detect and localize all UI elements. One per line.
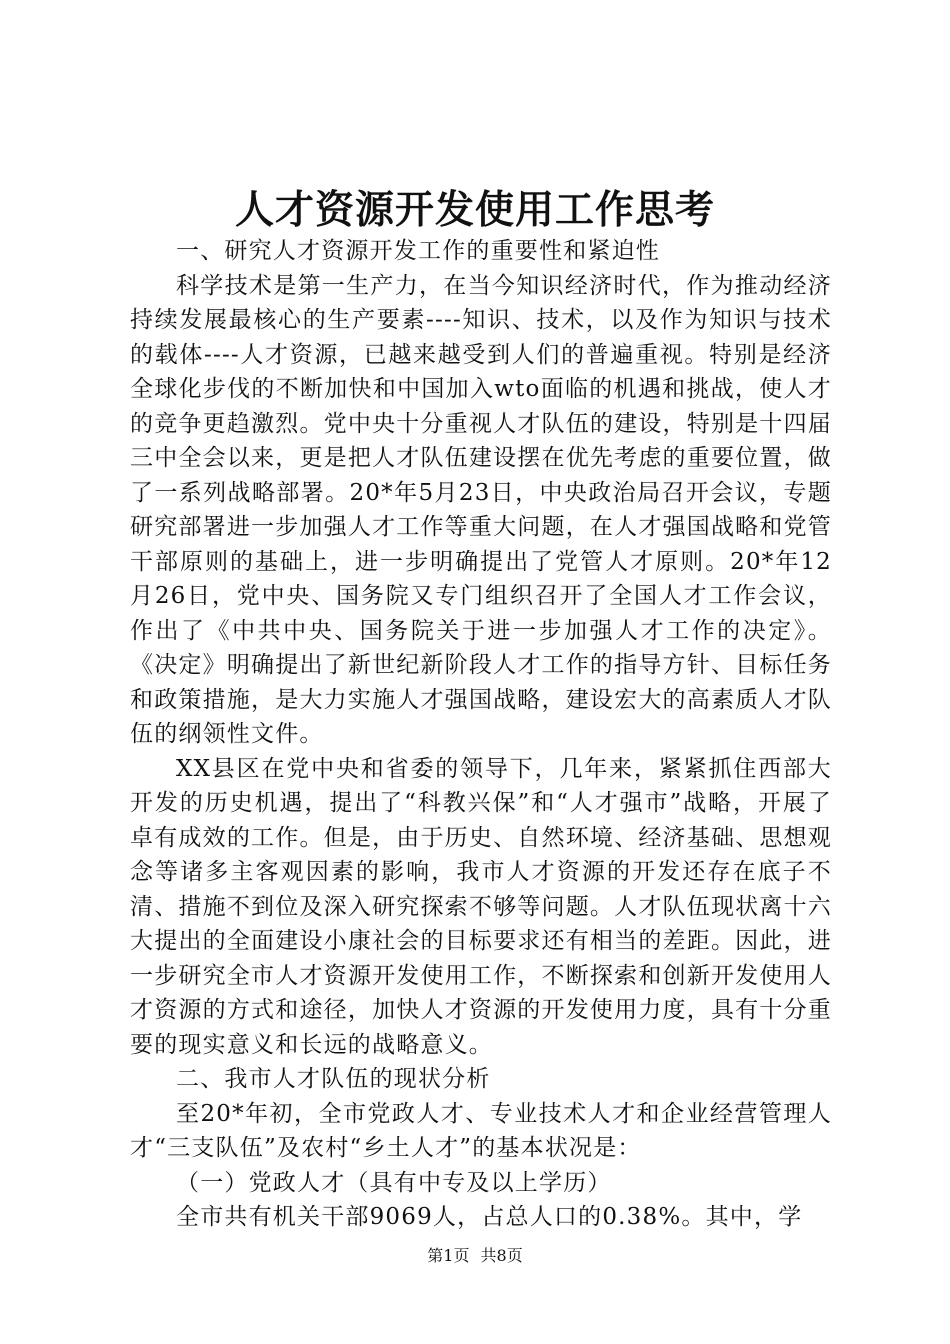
paragraph: 至20*年初，全市党政人才、专业技术人才和企业经营管理人才“三支队伍”及农村“乡土人才”的基本状况是：	[130, 1100, 832, 1161]
section-heading-2: 二、我市人才队伍的现状分析	[176, 1066, 491, 1092]
paragraph: 科学技术是第一生产力，在当今知识经济时代，作为推动经济持续发展最核心的生产要素----知识、技术，以及作为知识与技术的载体----人才资源，已越来越受到人们的普遍重视。特别是经济全球化步伐的不断加快和中国加入wto面临的机遇和挑战，使人才的竞争更趋激烈。党中央十分重视人才队伍的建设，特别是十四届三中全会以来，更是把人才队伍建设摆在优先考虑的重要位置，做了一系列战略部署。20*年5月23日，中央政治局召开会议，专题研究部署进一步加强人才工作等重大问题，在人才强国战略和党管干部原则的基础上，进一步明确提出了党管人才原则。20*年12月26日，党中央、国务院又专门组织召开了全国人才工作会议，作出了《中共中央、国务院关于进一步加强人才工作的决定》。《决定》明确提出了新世纪新阶段人才工作的指导方针、目标任务和政策措施，是大力实施人才强国战略，建设宏大的高素质人才队伍的纲领性文件。	[130, 272, 832, 747]
page-number: 第1页	[427, 1246, 470, 1265]
paragraph: 全市共有机关干部9069人，占总人口的0.38%。其中，学	[176, 1204, 803, 1230]
subsection-heading: （一）党政人才（具有中专及以上学历）	[176, 1169, 612, 1196]
document-title: 人才资源开发使用工作思考	[234, 187, 715, 233]
paragraph: XX县区在党中央和省委的领导下，几年来，紧紧抓住西部大开发的历史机遇，提出了“科教兴保”和“人才强市”战略，开展了卓有成效的工作。但是，由于历史、自然环境、经济基础、思想观念等诸多主客观因素的影响，我市人才资源的开发还存在底子不清、措施不到位及深入研究探索不够等问题。人才队伍现状离十六大提出的全面建设小康社会的目标要求还有相当的差距。因此，进一步研究全市人才资源开发使用工作，不断探索和创新开发使用人才资源的方式和途径，加快人才资源的开发使用力度，具有十分重要的现实意义和长远的战略意义。	[130, 755, 832, 1058]
document-body	[130, 234, 832, 1235]
page-total: 共8页	[480, 1246, 523, 1265]
section-heading-1: 一、研究人才资源开发工作的重要性和紧迫性	[176, 238, 660, 264]
page-footer	[0, 1246, 950, 1266]
